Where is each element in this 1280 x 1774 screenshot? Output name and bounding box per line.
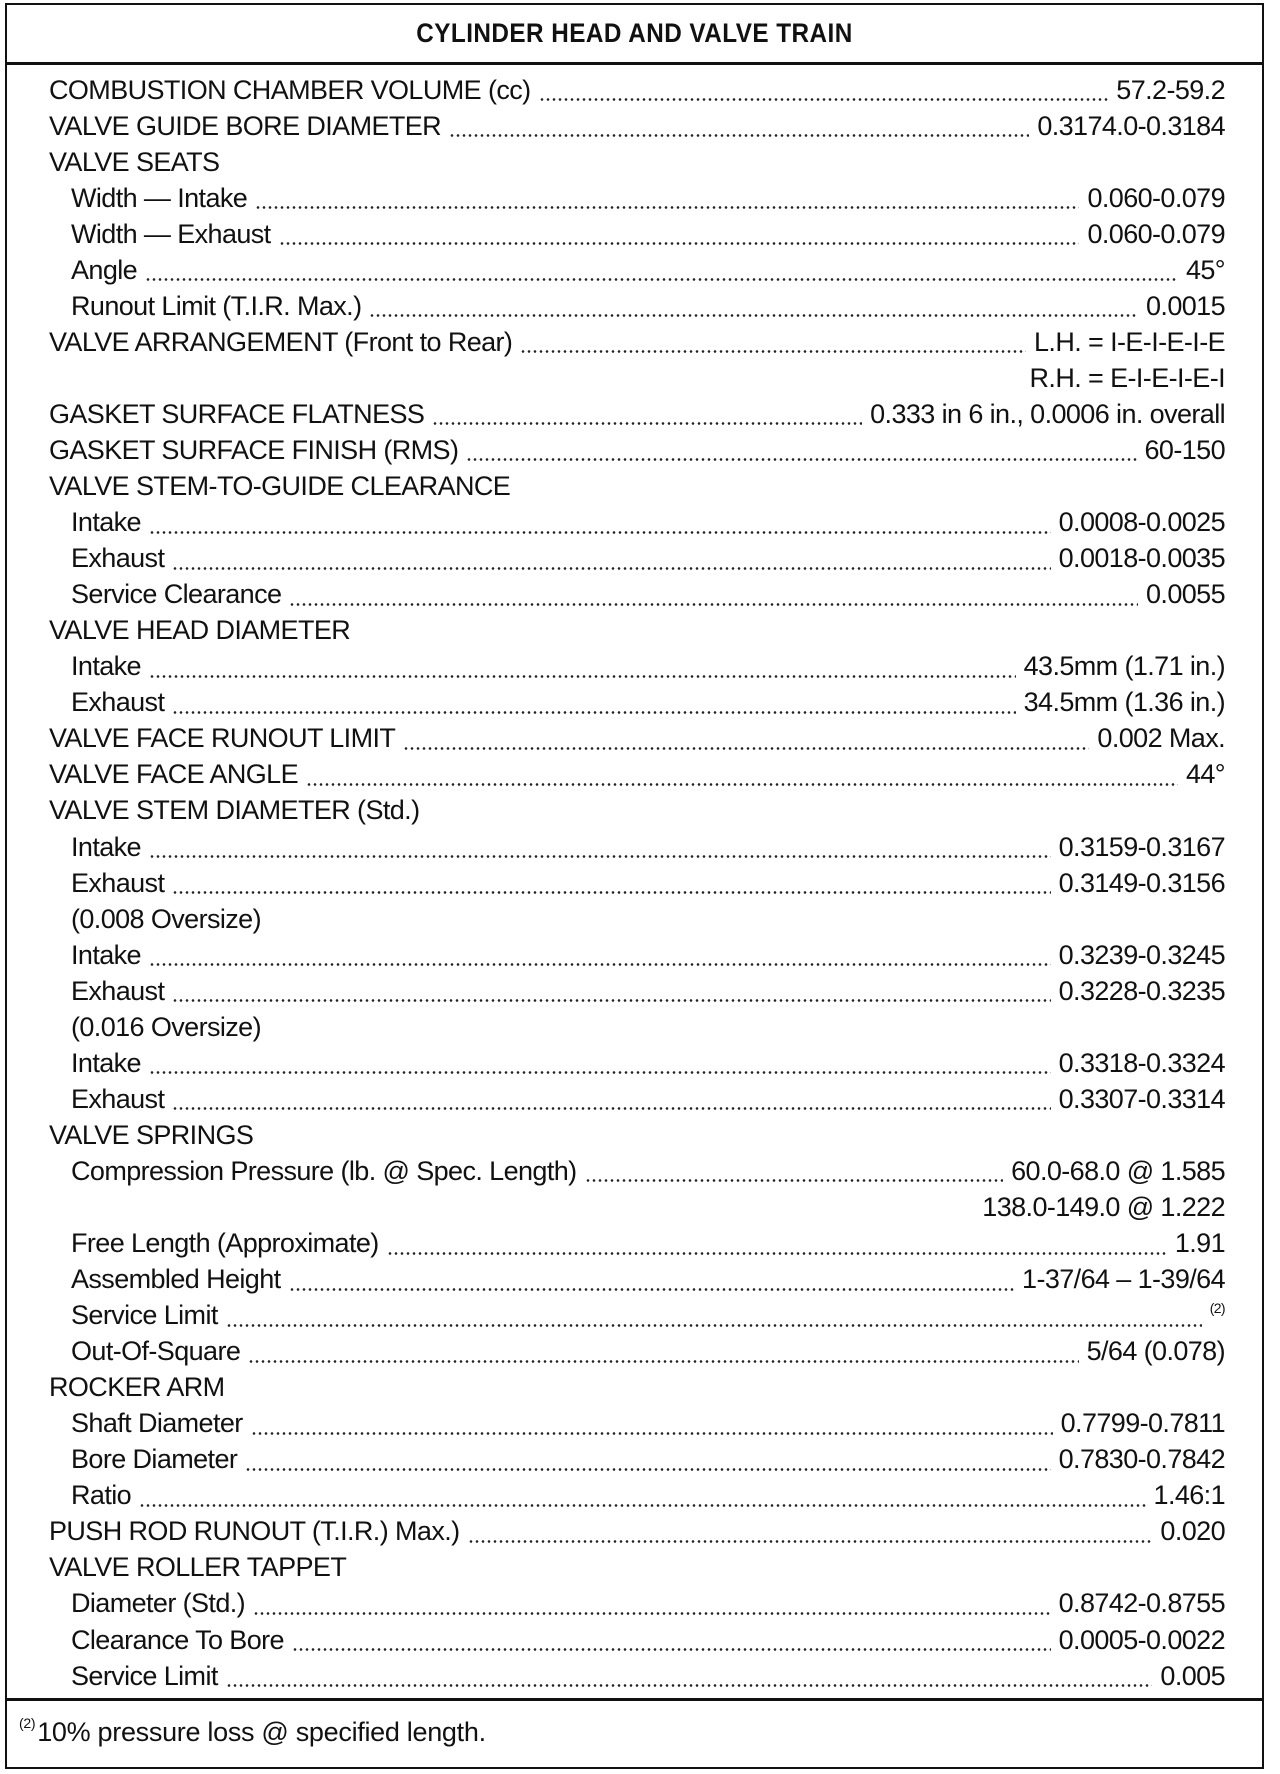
spec-value: 0.3149-0.3156 (1058, 867, 1225, 898)
spec-label: Exhaust (71, 975, 165, 1006)
spec-row (49, 1406, 1225, 1442)
spec-row (49, 1189, 1225, 1225)
dot-leader (226, 1663, 1153, 1689)
spec-label: VALVE FACE ANGLE (49, 759, 299, 790)
spec-value: 0.3228-0.3235 (1058, 975, 1225, 1006)
dot-leader (149, 654, 1016, 680)
spec-row (49, 432, 1225, 468)
spec-value: 45° (1185, 254, 1225, 285)
table-header (7, 5, 1262, 65)
spec-label: Service Clearance (71, 579, 282, 610)
spec-label: VALVE SPRINGS (49, 1119, 254, 1150)
spec-value: 34.5mm (1.36 in.) (1023, 687, 1225, 718)
spec-value: 0.7830-0.7842 (1058, 1444, 1225, 1475)
spec-label: VALVE FACE RUNOUT LIMIT (49, 723, 396, 754)
spec-value: 44° (1185, 759, 1225, 790)
spec-row (49, 1153, 1225, 1189)
dot-leader (279, 221, 1080, 247)
spec-value: 0.002 Max. (1097, 723, 1225, 754)
spec-value: 0.7799-0.7811 (1060, 1408, 1225, 1439)
spec-row (49, 1442, 1225, 1478)
spec-row (49, 1226, 1225, 1262)
spec-label: VALVE GUIDE BORE DIAMETER (49, 110, 442, 141)
spec-label: Service Limit (71, 1660, 218, 1691)
spec-value: 0.005 (1160, 1660, 1225, 1691)
spec-label: Clearance To Bore (71, 1624, 284, 1655)
dot-leader (585, 1158, 1004, 1184)
dot-leader (139, 1483, 1146, 1509)
spec-label: Out-Of-Square (71, 1336, 241, 1367)
spec-label: VALVE STEM DIAMETER (Std.) (49, 795, 420, 826)
dot-leader (468, 1519, 1153, 1545)
dot-leader (369, 293, 1138, 319)
spec-label: VALVE ROLLER TAPPET (49, 1552, 347, 1583)
spec-label: GASKET SURFACE FINISH (RMS) (49, 434, 459, 465)
spec-value: 43.5mm (1.71 in.) (1023, 651, 1225, 682)
spec-section-heading (49, 1370, 1225, 1406)
spec-value: 0.060-0.079 (1087, 182, 1225, 213)
spec-section-heading (49, 613, 1225, 649)
dot-leader (539, 77, 1109, 103)
spec-label: Intake (71, 1047, 141, 1078)
spec-row (49, 1478, 1225, 1514)
footnote (19, 1717, 486, 1748)
dot-leader (226, 1303, 1202, 1329)
dot-leader (251, 1411, 1053, 1437)
spec-section-heading (49, 1117, 1225, 1153)
spec-value: 0.0008-0.0025 (1058, 507, 1225, 538)
dot-leader (172, 1086, 1050, 1112)
dot-leader (245, 1447, 1050, 1473)
table-title: CYLINDER HEAD AND VALVE TRAIN (416, 18, 853, 48)
spec-rows (49, 72, 1225, 1694)
spec-row (49, 360, 1225, 396)
dot-leader (292, 1627, 1051, 1653)
spec-label: Bore Diameter (71, 1444, 238, 1475)
dot-leader (306, 762, 1178, 788)
spec-label: PUSH ROD RUNOUT (T.I.R.) Max.) (49, 1516, 460, 1547)
spec-value: 57.2-59.2 (1116, 74, 1225, 105)
spec-value: (2) (1209, 1299, 1225, 1316)
dot-leader (248, 1339, 1078, 1365)
spec-row (49, 1658, 1225, 1694)
dot-leader (172, 690, 1015, 716)
spec-value: 0.0015 (1146, 290, 1225, 321)
dot-leader (289, 582, 1138, 608)
spec-value: 0.333 in 6 in., 0.0006 in. overall (870, 398, 1225, 429)
dot-leader (466, 437, 1136, 463)
spec-label: Runout Limit (T.I.R. Max.) (71, 290, 362, 321)
spec-value: 0.3318-0.3324 (1058, 1047, 1225, 1078)
spec-value: 0.3239-0.3245 (1058, 939, 1225, 970)
spec-row (49, 757, 1225, 793)
spec-value: 138.0-149.0 @ 1.222 (982, 1191, 1225, 1222)
spec-row (49, 505, 1225, 541)
spec-row (49, 396, 1225, 432)
footnote-text: 10% pressure loss @ specified length. (37, 1717, 486, 1747)
spec-value: R.H. = E-I-E-I-E-I (1029, 362, 1225, 393)
spec-label: Exhaust (71, 687, 165, 718)
spec-value: 0.020 (1160, 1516, 1225, 1547)
spec-label: Assembled Height (71, 1264, 281, 1295)
spec-row (49, 1622, 1225, 1658)
dot-leader (172, 870, 1050, 896)
dot-leader (403, 726, 1089, 752)
dot-leader (432, 401, 862, 427)
dot-leader (253, 1591, 1051, 1617)
spec-label: Intake (71, 507, 141, 538)
spec-row (49, 1262, 1225, 1298)
spec-value: 1-37/64 – 1-39/64 (1022, 1264, 1225, 1295)
spec-value: 0.8742-0.8755 (1058, 1588, 1225, 1619)
spec-value: 0.3159-0.3167 (1058, 831, 1225, 862)
spec-label: VALVE HEAD DIAMETER (49, 615, 351, 646)
spec-value: 0.0005-0.0022 (1058, 1624, 1225, 1655)
spec-value: 0.0018-0.0035 (1058, 543, 1225, 574)
dot-leader (145, 257, 1178, 283)
spec-label: VALVE ARRANGEMENT (Front to Rear) (49, 326, 513, 357)
spec-row (49, 1081, 1225, 1117)
spec-row (49, 649, 1225, 685)
spec-row (49, 937, 1225, 973)
spec-row (49, 685, 1225, 721)
spec-label: Service Limit (71, 1300, 218, 1331)
spec-value: 60.0-68.0 @ 1.585 (1011, 1155, 1225, 1186)
dot-leader (255, 185, 1079, 211)
spec-label: GASKET SURFACE FLATNESS (49, 398, 425, 429)
spec-label: Exhaust (71, 543, 165, 574)
spec-label: Intake (71, 939, 141, 970)
spec-label: Width — Exhaust (71, 218, 271, 249)
dot-leader (149, 510, 1051, 536)
spec-row (49, 108, 1225, 144)
dot-leader (520, 329, 1026, 355)
spec-row (49, 541, 1225, 577)
dot-leader (449, 113, 1029, 139)
spec-row (49, 1334, 1225, 1370)
footnote-marker: (2) (19, 1715, 36, 1731)
spec-value: 0.3307-0.3314 (1058, 1083, 1225, 1114)
dot-leader (387, 1231, 1167, 1257)
spec-row (49, 288, 1225, 324)
spec-section-heading (49, 901, 1225, 937)
spec-label: VALVE SEATS (49, 146, 220, 177)
spec-row (49, 973, 1225, 1009)
dot-leader (172, 546, 1050, 572)
spec-label: ROCKER ARM (49, 1372, 225, 1403)
spec-row (49, 577, 1225, 613)
dot-leader (149, 1050, 1051, 1076)
spec-row (49, 1045, 1225, 1081)
dot-leader (172, 978, 1050, 1004)
spec-value: 0.0055 (1146, 579, 1225, 610)
spec-row (49, 1586, 1225, 1622)
spec-label: Free Length (Approximate) (71, 1228, 379, 1259)
spec-section-heading (49, 1009, 1225, 1045)
spec-row (49, 72, 1225, 108)
dot-leader (149, 834, 1051, 860)
spec-label: Compression Pressure (lb. @ Spec. Length) (71, 1155, 577, 1186)
spec-label: Shaft Diameter (71, 1408, 243, 1439)
spec-row (49, 1298, 1225, 1334)
spec-table (5, 3, 1264, 1769)
spec-label: Diameter (Std.) (71, 1588, 246, 1619)
spec-label: COMBUSTION CHAMBER VOLUME (cc) (49, 74, 531, 105)
spec-value: L.H. = I-E-I-E-I-E (1034, 326, 1225, 357)
spec-value: 0.3174.0-0.3184 (1037, 110, 1225, 141)
spec-label: (0.008 Oversize) (71, 903, 261, 934)
spec-label: Exhaust (71, 1083, 165, 1114)
spec-section-heading (49, 1550, 1225, 1586)
spec-row (49, 180, 1225, 216)
spec-list (7, 65, 1262, 1701)
spec-row (49, 1514, 1225, 1550)
spec-row (49, 721, 1225, 757)
dot-leader (149, 942, 1051, 968)
spec-row (49, 324, 1225, 360)
spec-label: VALVE STEM-TO-GUIDE CLEARANCE (49, 471, 511, 502)
spec-label: Ratio (71, 1480, 132, 1511)
spec-value: 0.060-0.079 (1087, 218, 1225, 249)
spec-value: 1.91 (1174, 1228, 1225, 1259)
spec-section-heading (49, 793, 1225, 829)
spec-label: Angle (71, 254, 138, 285)
spec-label: Exhaust (71, 867, 165, 898)
spec-label: Width — Intake (71, 182, 248, 213)
spec-row (49, 865, 1225, 901)
spec-label: Intake (71, 831, 141, 862)
spec-value: 1.46:1 (1153, 1480, 1225, 1511)
spec-value: 60-150 (1144, 434, 1225, 465)
spec-section-heading (49, 144, 1225, 180)
spec-value: 5/64 (0.078) (1086, 1336, 1225, 1367)
dot-leader (289, 1267, 1015, 1293)
spec-label: Intake (71, 651, 141, 682)
spec-row (49, 829, 1225, 865)
spec-section-heading (49, 469, 1225, 505)
spec-row (49, 252, 1225, 288)
spec-label: (0.016 Oversize) (71, 1011, 261, 1042)
spec-row (49, 216, 1225, 252)
